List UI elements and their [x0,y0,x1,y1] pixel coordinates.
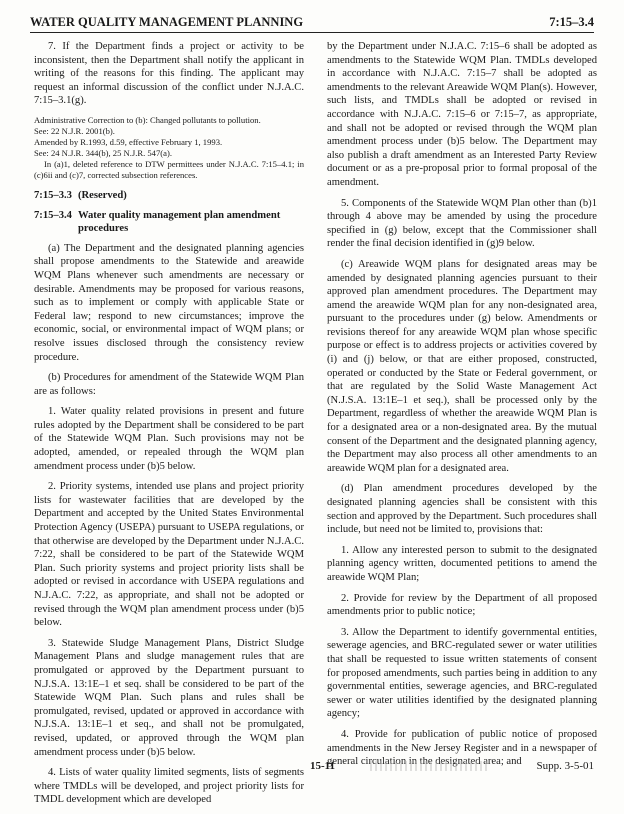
paragraph-d3: 3. Allow the Department to identify governmental entities, sewerage agencies, and BRC-regulated sewer or water utilities that shall be requested to issue written statements of consent for proposed amendments, such parties being in addition to any governmental entities, sewerage agencies, and BRC-regulated sewer or water utilities identified by the designated planning agency; [327,626,597,720]
page-number: 15-11 [310,760,336,772]
right-column [327,40,597,776]
section-heading-3-3 [34,189,304,203]
section-heading-3-4 [34,209,304,236]
paragraph-b1: 1. Water quality related provisions in present and future rules adopted by the Department shall be considered to be part of the Statewide WQM Plan. Such provisions may not be adopted, amended, or repealed through the WQM plan amendment process under (b)5 below. [34,406,304,472]
paragraph-d1: 1. Allow any interested person to submit to the designated planning agency written, documented petitions to amend the areawide WQM Plan; [327,544,597,583]
paragraph-a: (a) The Department and the designated planning agencies shall propose amendments to the Statewide and areawide WQM Plans whenever such amendments are necessary or desirable. Amendments may be proposed for various reasons, such as to implement or comply with applicable State or Federal law; respond to new circumstances; improve the economic, social, or environmental impact of WQM plans; or resolve issues disclosed through the consistency review procedure. [34,242,304,363]
paragraph-b3: 3. Statewide Sludge Management Plans, District Sludge Management Plans and sludge management rules that are promulgated or approved by the Department pursuant to N.J.S.A. 13:1E–1 et seq. shall be considered to be part of the Statewide WQM Plan. Such plans and rules shall be promulgated, revised, updated or approved in accordance with N.J.S.A. 13:1E–1 et seq., and shall not be promulgated, revised, updated, or approved through the WQM plan amendment process under (b)5 below. [34,637,304,758]
history-note: See: 24 N.J.R. 344(b), 25 N.J.R. 547(a). [34,147,172,158]
paragraph-d4: 4. Provide for publication of public notice of proposed amendments in the New Jersey Register and in a newspaper of general circulation in the designated area; and [327,728,597,768]
section-number: 7:15–3.4 [34,209,72,221]
scan-smudge [370,761,490,771]
paragraph-b4-continued: by the Department under N.J.A.C. 7:15–6 shall be adopted as amendments to the Statewide WQM Plan. TMDLs developed in accordance with N.J.A.C. 7:15–7 shall be adopted as amendments to the relevant Areawide WQM Plan(s). However, such lists, and TMDLs shall be adopted or revised in accordance with N.J.A.C. 7:15–6 or 7:15–7, as appropriate, and shall not be adopted or revised through the WQM plan amendment process under (b)5 below. The Department may also publish a draft amendment as an Interested Party Review document or as a pre-proposal prior to formal proposal of the amendment. [327,41,597,188]
header-section: 7:15–3.4 [549,15,594,29]
history-note: Amended by R.1993, d.59, effective February 1, 1993. [34,136,223,147]
history-notes [34,115,304,181]
supplement-date: Supp. 3-5-01 [536,760,594,772]
paragraph-b: (b) Procedures for amendment of the Statewide WQM Plan are as follows: [34,372,304,397]
running-header [30,8,594,33]
section-title: Water quality management plan amendment procedures [77,209,281,235]
left-column [34,40,304,814]
section-number: 7:15–3.3 [34,189,72,201]
paragraph-b2: 2. Priority systems, intended use plans and project priority lists for wastewater facilities that are developed by the Department and accepted by the United States Environmental Protection Agency (USEPA) pursuant to USEPA regulations, or that otherwise are developed by the Department under N.J.A.C. 7:22, shall be considered to be part of the Statewide WQM Plan. Such priority systems and project priority lists shall be adopted or revised in accordance with USEPA regulations and N.J.A.C. 7:22, as appropriate, and shall not be adopted or revised through the WQM plan amendment process under (b)5 below. [34,481,304,629]
paragraph-b4: 4. Lists of water quality limited segments, lists of segments where TMDLs will be developed, and project priority lists for TMDL development which are developed [34,767,304,806]
header-title: WATER QUALITY MANAGEMENT PLANNING [30,15,304,29]
history-note: In (a)1, deleted reference to DTW permittees under N.J.A.C. 7:15–4.1; in (c)6ii and (c)7, corrected subsection references. [34,158,304,180]
paragraph-d: (d) Plan amendment procedures developed by the designated planning agencies shall be consistent with this section and approved by the Department. Such procedures shall include, but need not be limited to, provisions that: [327,483,597,536]
history-note: Administrative Correction to (b): Changed pollutants to pollution. [34,114,261,125]
paragraph-b5: 5. Components of the Statewide WQM Plan other than (b)1 through 4 above may be amended by using the procedure specified in (g) below, except that the Commissioner shall render the final decision identified in (g)9 below. [327,197,597,250]
paragraph-d2: 2. Provide for review by the Department of all proposed amendments prior to public notice; [327,592,597,618]
paragraph-c: (c) Areawide WQM plans for designated areas may be amended by designated planning agencies pursuant to their approved plan amendment procedures. The Department may amend the areawide WQM plan for any non-designated area, pursuant to the procedures under (g) below. Amendments or revisions thereof for any areawide WQM plan whose specific purpose or effect is to address projects or activities covered by (i) and (j) below, or that are either proposed, constructed, operated or conducted by the State or Federal government, or that are regulated by the Solid Waste Management Act (N.J.S.A. 13:1E–1 et seq.), shall be processed only by the Department, regardless of whether the areawide WQM Plan is for a designated area or a non-designated area. By the mutual consent of the Department and the designated planning agency, the Department may also process all other amendments to an areawide WQM plan for a designated area. [327,258,597,474]
history-note: See: 22 N.J.R. 2001(b). [34,125,115,136]
page-footer [30,760,594,782]
section-title: (Reserved) [77,189,127,201]
paragraph-7: 7. If the Department finds a project or activity to be inconsistent, then the Department shall notify the applicant in writing of the reasons for this finding. The applicant may request an informal discussion of the conflict under N.J.A.C. 7:15–3.1(g). [34,41,304,107]
